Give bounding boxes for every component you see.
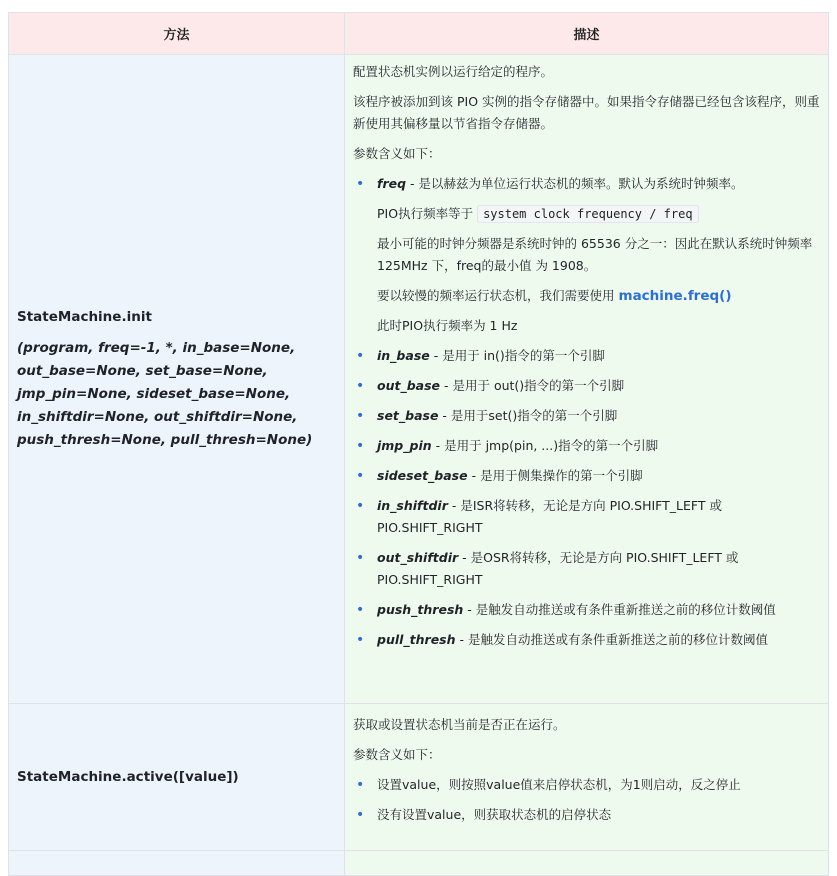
method-name: StateMachine.init — [17, 309, 152, 325]
bullet-icon: • — [356, 632, 365, 648]
table-row — [9, 851, 829, 876]
table-header-row — [9, 13, 829, 55]
note-text: PIO执行频率等于 — [377, 206, 474, 221]
freq-slow-note — [377, 285, 820, 307]
table-row — [9, 704, 829, 851]
code-snippet: system clock frequency / freq — [477, 205, 699, 223]
param-item-freq — [353, 173, 820, 337]
param-item-out-shiftdir — [353, 547, 820, 591]
bullet-icon: • — [356, 498, 365, 514]
freq-min-note: 最小可能的时钟分频器是系统时钟的 65536 分之一：因此在默认系统时钟频率 125MHz 下，freq的最小值 为 1908。 — [377, 236, 813, 273]
param-name: pull_thresh — [377, 632, 456, 647]
param-text: - 是用于 in()指令的第一个引脚 — [429, 348, 605, 363]
param-item-out-base — [353, 375, 820, 397]
list-item — [353, 774, 820, 796]
param-text: - 是以赫兹为单位运行状态机的频率。默认为系统时钟频率。 — [406, 176, 744, 191]
api-table — [8, 12, 829, 876]
param-name: in_base — [377, 348, 430, 363]
param-name: in_shiftdir — [377, 498, 448, 513]
param-list — [353, 774, 820, 826]
param-name: jmp_pin — [377, 438, 432, 453]
param-text: - 是触发自动推送或有条件重新推送之前的移位计数阈值 — [463, 602, 776, 617]
method-cell — [9, 851, 345, 876]
method-name: StateMachine.active([value]) — [17, 768, 239, 785]
param-list — [353, 173, 820, 651]
note-text: 要以较慢的频率运行状态机，我们需要使用 — [377, 288, 615, 303]
param-text: - 是OSR将转移，无论是方向 PIO.SHIFT_LEFT 或 PIO.SHIFT_RIGHT — [377, 550, 739, 587]
bullet-icon: • — [356, 777, 365, 793]
param-text: - 是触发自动推送或有条件重新推送之前的移位计数阈值 — [455, 632, 768, 647]
method-signature: (program, freq=-1, *, in_base=None, out_base=None, set_base=None, jmp_pin=None, sideset_base=None, in_shiftdir=None, out_shiftdir=None, push_thresh=None, pull_thresh=None) — [17, 340, 313, 448]
description-paragraph: 获取或设置状态机当前是否正在运行。 — [353, 717, 566, 732]
description-cell — [345, 704, 829, 851]
bullet-icon: • — [356, 807, 365, 823]
param-text: - 是用于set()指令的第一个引脚 — [438, 408, 618, 423]
bullet-icon: • — [356, 438, 365, 454]
bullet-icon: • — [356, 602, 365, 618]
param-item-push-thresh — [353, 599, 820, 621]
param-name: sideset_base — [377, 468, 468, 483]
param-name: out_base — [377, 378, 441, 393]
param-name: out_shiftdir — [377, 550, 459, 565]
description-cell — [345, 851, 829, 876]
param-name: freq — [377, 176, 407, 191]
bullet-icon: • — [356, 550, 365, 566]
param-text: - 是用于 jmp(pin, ...)指令的第一个引脚 — [431, 438, 659, 453]
param-item-in-base — [353, 345, 820, 367]
machine-freq-link[interactable]: machine.freq() — [618, 288, 732, 304]
item-text: 设置value，则按照value值来启停状态机，为1则启动，反之停止 — [377, 777, 741, 792]
description-column-header: 描述 — [345, 13, 829, 55]
bullet-icon: • — [356, 378, 365, 394]
bullet-icon: • — [356, 176, 365, 192]
method-cell — [9, 55, 345, 704]
table-row — [9, 55, 829, 704]
param-item-set-base — [353, 405, 820, 427]
method-column-header: 方法 — [9, 13, 345, 55]
description-paragraph: 配置状态机实例以运行给定的程序。 — [353, 64, 554, 79]
description-paragraph: 参数含义如下： — [353, 146, 441, 161]
item-text: 没有设置value，则获取状态机的启停状态 — [377, 807, 612, 822]
freq-exec-note — [377, 203, 820, 225]
description-paragraph: 该程序被添加到该 PIO 实例的指令存储器中。如果指令存储器已经包含该程序，则重新使用其偏移量以节省指令存储器。 — [353, 94, 820, 131]
description-paragraph: 参数含义如下： — [353, 747, 441, 762]
param-text: - 是用于 out()指令的第一个引脚 — [440, 378, 625, 393]
description-cell — [345, 55, 829, 704]
param-text: - 是ISR将转移，无论是方向 PIO.SHIFT_LEFT 或 PIO.SHIFT_RIGHT — [377, 498, 722, 535]
list-item — [353, 804, 820, 826]
param-item-in-shiftdir — [353, 495, 820, 539]
param-item-jmp-pin — [353, 435, 820, 457]
bullet-icon: • — [356, 348, 365, 364]
param-item-sideset-base — [353, 465, 820, 487]
param-text: - 是用于侧集操作的第一个引脚 — [467, 468, 643, 483]
param-item-pull-thresh — [353, 629, 820, 651]
bullet-icon: • — [356, 408, 365, 424]
bullet-icon: • — [356, 468, 365, 484]
method-cell — [9, 704, 345, 851]
freq-then-note: 此时PIO执行频率为 1 Hz — [377, 318, 518, 333]
param-name: push_thresh — [377, 602, 464, 617]
param-name: set_base — [377, 408, 439, 423]
